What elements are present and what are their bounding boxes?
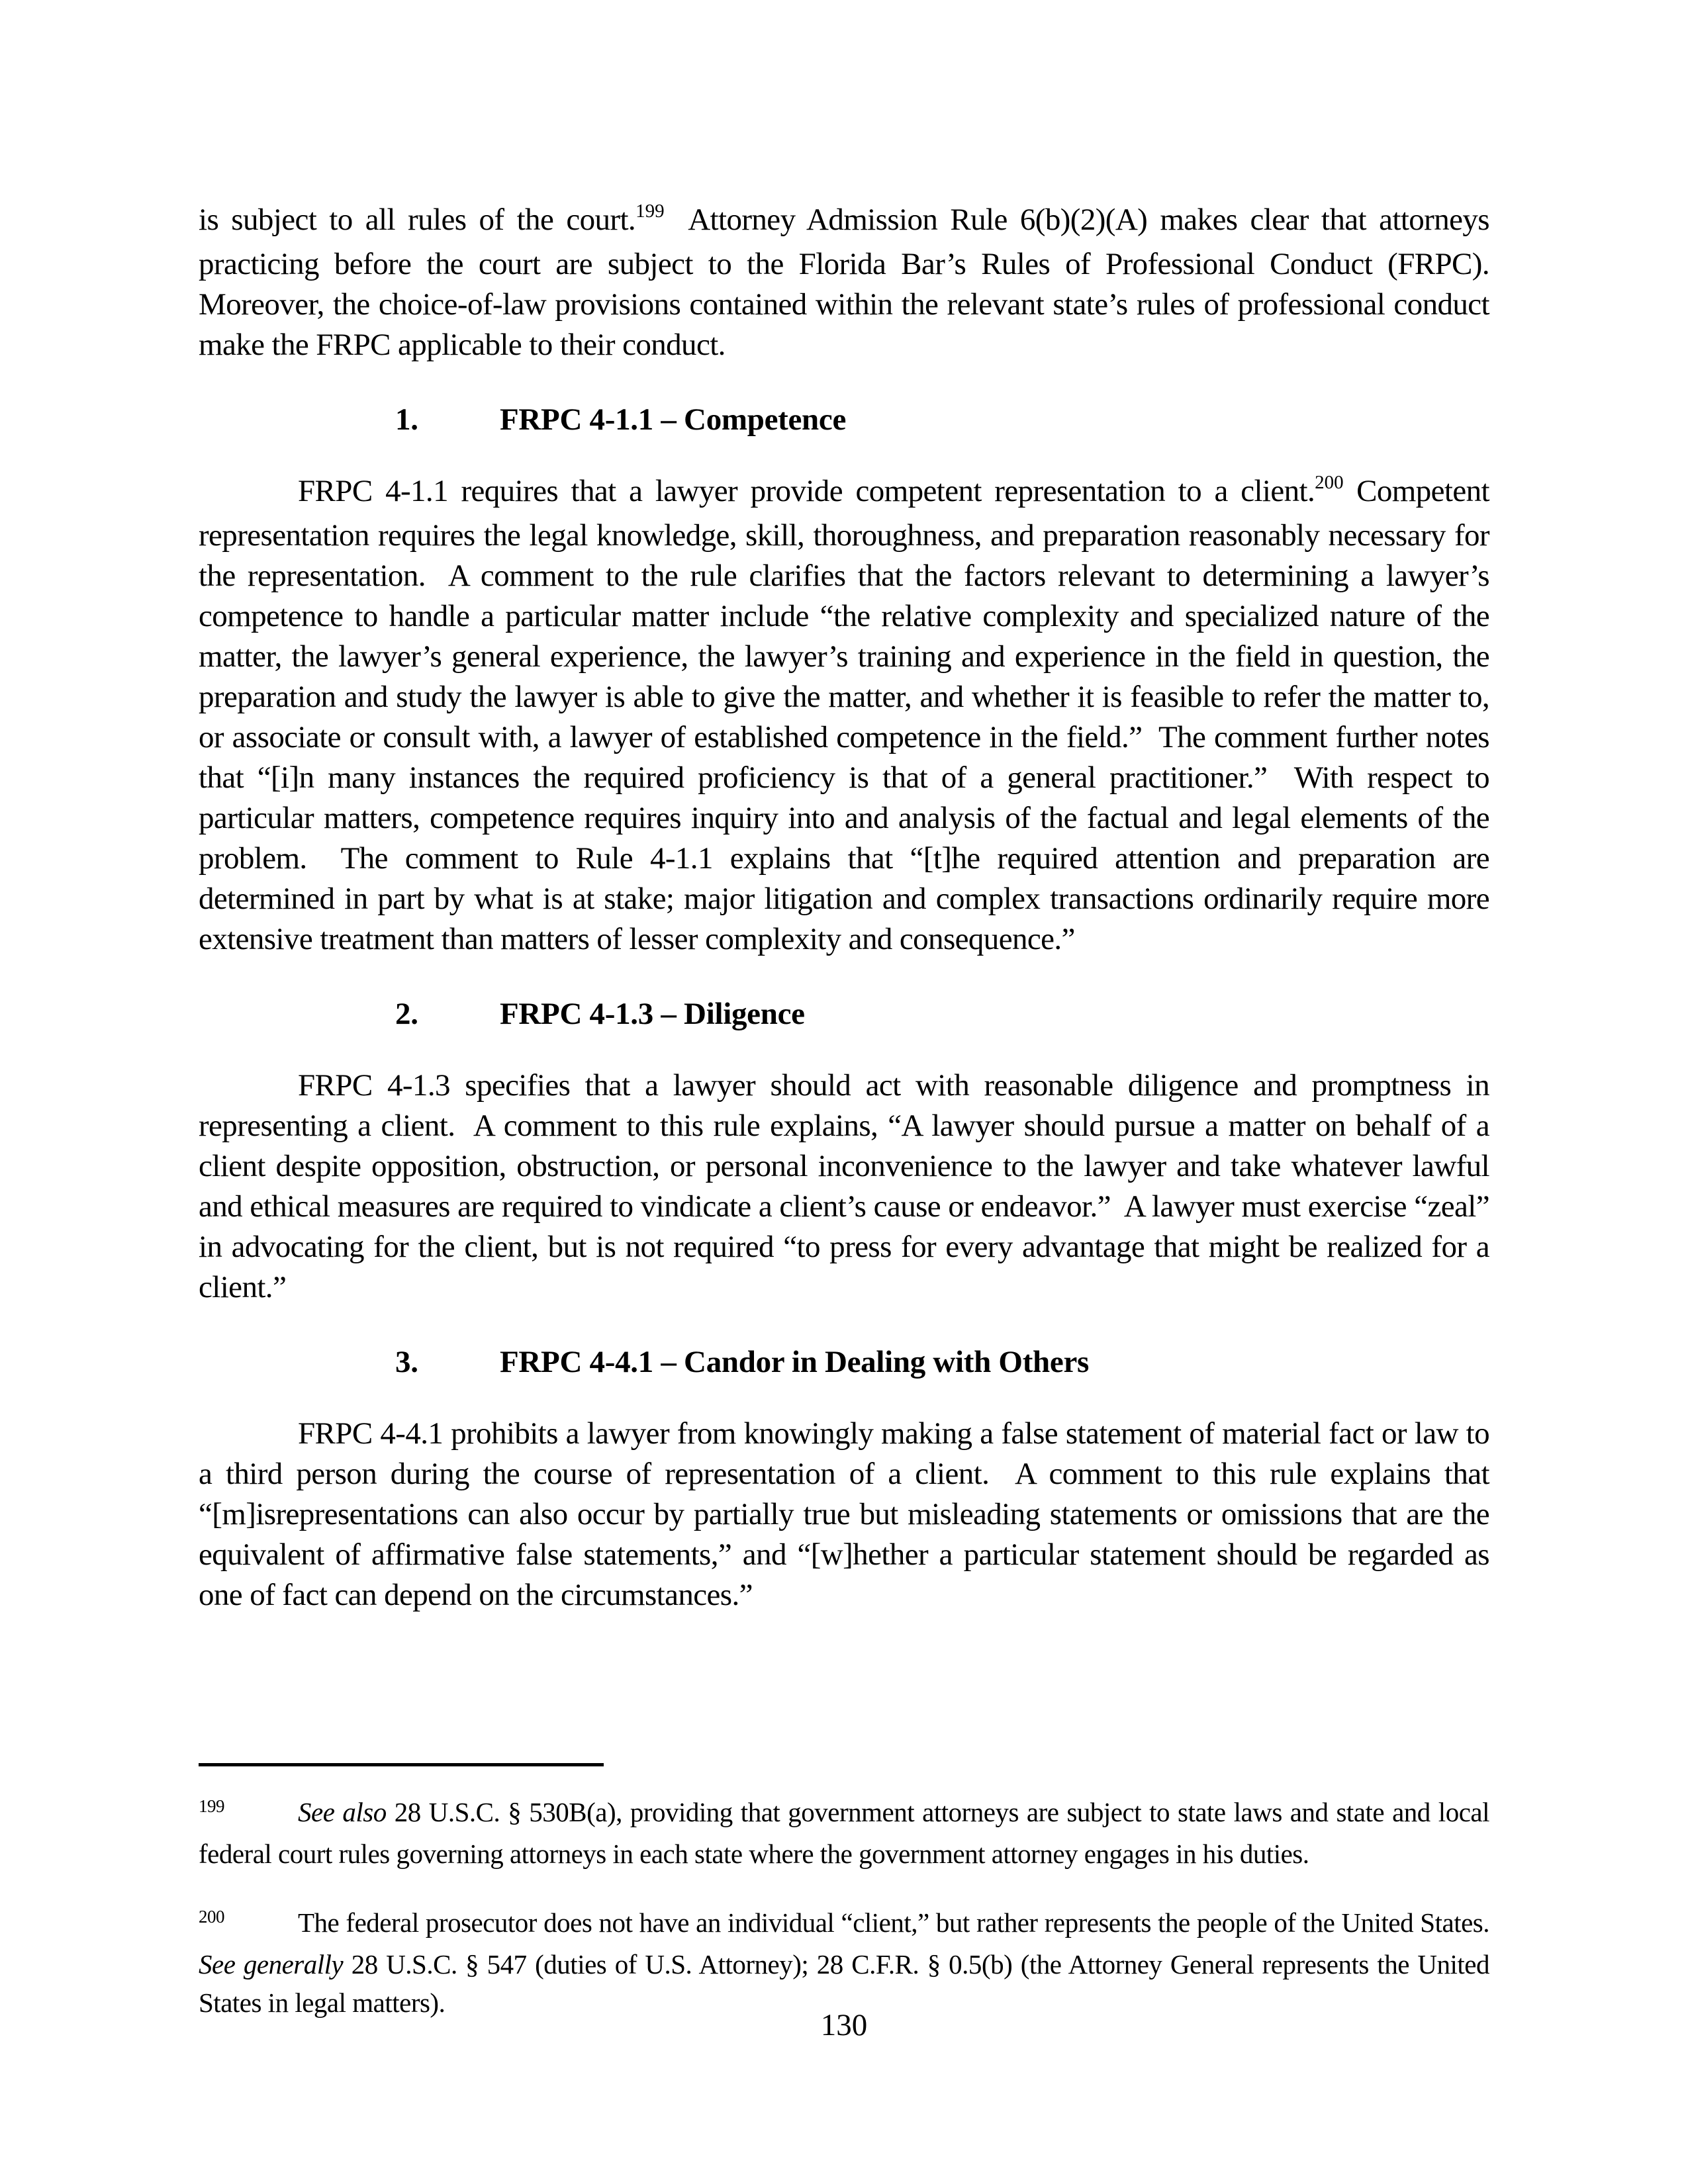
intro-text-after-ref: Attorney Admission Rule 6(b)(2)(A) makes clear that attorneys practicing before the court are subject to the Florida Bar’s Rules of Professional Conduct (FRPC). Moreover, the choice-of-law provisions contained within the relevant state’s rules of professional conduct make the FRPC applicable to their conduct.: [199, 203, 1505, 362]
footnote-ref-199: 199: [635, 201, 665, 222]
section-2-text: FRPC 4-1.3 specifies that a lawyer should act with reasonable diligence and promptness in representing a client. A comment to this rule explains, “A lawyer should pursue a matter on behalf of a client despite opposition, obstruction, or personal inconvenience to the lawyer and take whatever lawful and ethical measures are required to vindicate a client’s cause or endeavor.” A lawyer must exercise “zeal” in advocating for the client, but is not required “to press for every advantage that might be realized for a client.”: [199, 1068, 1497, 1304]
section-2-heading: [395, 994, 1489, 1034]
section-3-paragraph: [199, 1414, 1497, 1615]
section-1-text-before-ref: FRPC 4-1.1 requires that a lawyer provide competent representation to a client.: [298, 474, 1315, 508]
footnote-200-number: 200: [199, 1907, 224, 1927]
section-1-title: FRPC 4-1.1 – Competence: [500, 402, 847, 437]
footnote-199-number: 199: [199, 1796, 224, 1816]
section-1-number: 1.: [395, 402, 418, 437]
section-1-paragraph: [199, 471, 1497, 960]
footnote-ref-200: 200: [1315, 472, 1344, 493]
section-2-paragraph: [199, 1066, 1497, 1308]
section-1-text-after-ref: Competent representation requires the legal knowledge, skill, thoroughness, and preparation reasonably necessary for the representation. A comment to the rule clarifies that the factors relevant to determining a lawyer’s competence to handle a particular matter include “the relative complexity and specialized nature of the matter, the lawyer’s general experience, the lawyer’s training and experience in the field in question, the preparation and study the lawyer is able to give the matter, and whether it is feasible to refer the matter to, or associate or consult with, a lawyer of established competence in the field.” The comment further notes that “[i]n many instances the required proficiency is that of a general practitioner.” With respect to particular matters, competence requires inquiry into and analysis of the factual and legal elements of the problem. The comment to Rule 4-1.1 explains that “[t]he required attention and preparation are determined in part by what is at stake; major litigation and complex transactions ordinarily require more extensive treatment than matters of lesser complexity and consequence.”: [199, 474, 1497, 956]
section-2-number: 2.: [395, 997, 418, 1031]
intro-text-before-ref: is subject to all rules of the court.: [199, 203, 636, 237]
section-3-title: FRPC 4-4.1 – Candor in Dealing with Others: [500, 1345, 1089, 1379]
section-1-heading: [395, 400, 1489, 440]
page-number: 130: [820, 2008, 868, 2042]
footnotes-section: [199, 1763, 1503, 2022]
section-3-heading: [395, 1342, 1489, 1383]
footnote-199-text: 28 U.S.C. § 530B(a), providing that government attorneys are subject to state laws and state and local federal court rules governing attorneys in each state where the government attorney engages in his duties.: [199, 1797, 1496, 1869]
section-2-title: FRPC 4-1.3 – Diligence: [500, 997, 805, 1031]
footnote-200-text-tail: 28 U.S.C. § 547 (duties of U.S. Attorney); 28 C.F.R. § 0.5(b) (the Attorney General represents the United States in legal matters).: [199, 1949, 1496, 2018]
footnote-199: [199, 1793, 1496, 1873]
footnote-200-text-lead: The federal prosecutor does not have an individual “client,” but rather represents the people of the United States.: [298, 1907, 1503, 1938]
section-3-number: 3.: [395, 1345, 418, 1379]
footnote-200-citation-signal: See generally: [199, 1949, 344, 1979]
footnote-199-citation-signal: See also: [298, 1797, 387, 1827]
footnote-200: [199, 1903, 1503, 2022]
footnote-separator-line: [199, 1763, 604, 1766]
section-3-text: FRPC 4-4.1 prohibits a lawyer from knowingly making a false statement of material fact or law to a third person during the course of representation of a client. A comment to this rule explains that “[m]isrepresentations can also occur by partially true but misleading statements or omissions that are the equivalent of affirmative false statements,” and “[w]hether a particular statement should be regarded as one of fact can depend on the circumstances.”: [199, 1416, 1497, 1612]
intro-paragraph: [199, 200, 1505, 365]
